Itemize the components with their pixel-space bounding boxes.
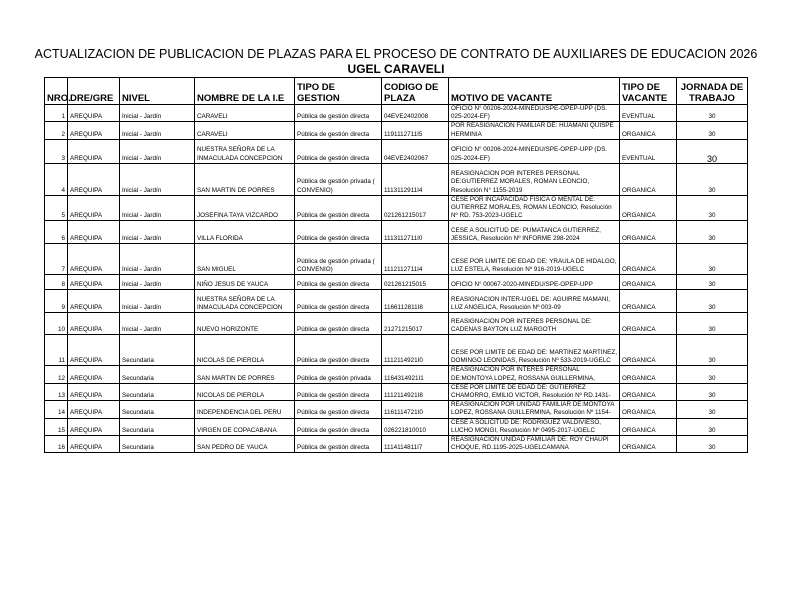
- cell-codigo: 1164314921I1: [382, 366, 449, 383]
- table-row: [45, 122, 748, 139]
- cell-nombre: NICOLAS DE PIEROLA: [195, 335, 295, 366]
- cell-codigo: 1112114921I0: [382, 335, 449, 366]
- table-row: [45, 275, 748, 290]
- cell-nro: 2: [45, 122, 68, 139]
- cell-jornada: 30: [677, 139, 748, 163]
- cell-dre: AREQUIPA: [68, 105, 120, 122]
- cell-motivo: REASIGNACION POR INTERES PERSONAL DE:MONTOYA LOPEZ, ROSSANA GUILLERMINA,: [449, 366, 620, 383]
- cell-nro: 14: [45, 401, 68, 418]
- cell-nro: 16: [45, 436, 68, 453]
- cell-nombre: SAN MARTIN DE PORRES: [195, 163, 295, 195]
- cell-motivo: CESE POR LIMITE DE EDAD DE: MARTINEZ MARTINEZ, DOMINGO LEONIDAS, Resolución Nº 533-2019-UGELC: [449, 335, 620, 366]
- cell-motivo: POR REASIGNACION FAMILIAR DE: HUAMANI QUISPE HERMINIA: [449, 122, 620, 139]
- cell-gestion: Pública de gestión privada ( CONVENIO): [295, 163, 382, 195]
- table-row: [45, 139, 748, 163]
- cell-tipo: ORGANICA: [620, 195, 677, 221]
- cell-codigo: 026221810010: [382, 418, 449, 435]
- cell-dre: AREQUIPA: [68, 163, 120, 195]
- table-header-row: [45, 78, 748, 105]
- cell-gestion: Pública de gestión directa: [295, 401, 382, 418]
- cell-jornada: 30: [677, 436, 748, 453]
- cell-jornada: 30: [677, 313, 748, 335]
- cell-gestion: Pública de gestión directa: [295, 139, 382, 163]
- cell-gestion: Pública de gestión directa: [295, 105, 382, 122]
- cell-dre: AREQUIPA: [68, 401, 120, 418]
- cell-dre: AREQUIPA: [68, 418, 120, 435]
- cell-motivo: CESE A SOLICITUD DE: PUMATANCA GUTIERREZ, JESSICA, Resolución Nº INFORME 298-2024: [449, 221, 620, 244]
- cell-nombre: NICOLAS DE PIEROLA: [195, 383, 295, 400]
- header-codigo-line2: PLAZA: [384, 93, 416, 104]
- cell-nombre: NUEVO HORIZONTE: [195, 313, 295, 335]
- cell-codigo: 1191112711I5: [382, 122, 449, 139]
- table-row: [45, 221, 748, 244]
- cell-nombre: VIRGEN DE COPACABANA: [195, 418, 295, 435]
- table-row: [45, 195, 748, 221]
- cell-nro: 15: [45, 418, 68, 435]
- cell-nombre: INDEPENDENCIA DEL PERU: [195, 401, 295, 418]
- header-motivo: MOTIVO DE VACANTE: [449, 78, 620, 105]
- cell-gestion: Pública de gestión directa: [295, 383, 382, 400]
- cell-nivel: Inicial - Jardín: [120, 275, 195, 290]
- cell-gestion: Pública de gestión directa: [295, 290, 382, 313]
- header-jornada-line1: JORNADA DE: [680, 82, 744, 93]
- cell-dre: AREQUIPA: [68, 383, 120, 400]
- cell-gestion: Pública de gestión directa: [295, 436, 382, 453]
- cell-jornada: 30: [677, 105, 748, 122]
- cell-nro: 11: [45, 335, 68, 366]
- cell-gestion: Pública de gestión directa: [295, 275, 382, 290]
- table-row: [45, 418, 748, 435]
- cell-jornada: 30: [677, 335, 748, 366]
- cell-motivo: REASIGNACION UNIDAD FAMILIAR DE: ROY CHAUPI CHOQUE, RD.1195-2025-UGELCAMANA: [449, 436, 620, 453]
- table-row: [45, 436, 748, 453]
- header-jornada: [677, 78, 748, 105]
- cell-dre: AREQUIPA: [68, 313, 120, 335]
- vacancies-table: [44, 77, 748, 453]
- table-row: [45, 335, 748, 366]
- cell-dre: AREQUIPA: [68, 244, 120, 275]
- document-title: ACTUALIZACION DE PUBLICACION DE PLAZAS PARA EL PROCESO DE CONTRATO DE AUXILIARES DE EDUCACION 2026: [34, 47, 758, 61]
- table-row: [45, 313, 748, 335]
- cell-tipo: ORGANICA: [620, 436, 677, 453]
- cell-nivel: Secundaria: [120, 383, 195, 400]
- header-codigo: [382, 78, 449, 105]
- cell-nivel: Secundaria: [120, 436, 195, 453]
- cell-nombre: SAN PEDRO DE YAUCA: [195, 436, 295, 453]
- cell-gestion: Pública de gestión directa: [295, 335, 382, 366]
- table-row: [45, 105, 748, 122]
- cell-codigo: 1114114811I7: [382, 436, 449, 453]
- cell-motivo: REASIGNACION POR INTERES PERSONAL DE:GUTIERREZ MORALES, ROMAN LEONCIO, Resolución N° 1155-2019: [449, 163, 620, 195]
- cell-nombre: JOSEFINA TAYA VIZCARDO: [195, 195, 295, 221]
- cell-dre: AREQUIPA: [68, 335, 120, 366]
- cell-gestion: Pública de gestión directa: [295, 195, 382, 221]
- cell-dre: AREQUIPA: [68, 122, 120, 139]
- cell-codigo: 1161114721I0: [382, 401, 449, 418]
- cell-nivel: Inicial - Jardín: [120, 244, 195, 275]
- cell-motivo: CESE POR LIMITE DE EDAD DE: GUTIERREZ CHAMORRO, EMILIO VICTOR, Resolución Nº RD.1431-: [449, 383, 620, 400]
- cell-dre: AREQUIPA: [68, 139, 120, 163]
- cell-codigo: 1166112811I8: [382, 290, 449, 313]
- cell-motivo: OFICIO N° 00067-2020-MINEDU/SPE-OPEP-UPP: [449, 275, 620, 290]
- cell-nivel: Secundaria: [120, 335, 195, 366]
- cell-codigo: 21271215017: [382, 313, 449, 335]
- cell-codigo: 1112112711I4: [382, 244, 449, 275]
- cell-nivel: Inicial - Jardín: [120, 195, 195, 221]
- cell-nombre: SAN MIGUEL: [195, 244, 295, 275]
- cell-tipo: EVENTUAL: [620, 105, 677, 122]
- cell-motivo: CESE A SOLICITUD DE: RODRIGUEZ VALDIVIESO, LUCHO MONGI, Resolución Nº 0495-2017-UGELC: [449, 418, 620, 435]
- cell-tipo: ORGANICA: [620, 221, 677, 244]
- header-tipo: [620, 78, 677, 105]
- header-nro: NRO.: [45, 78, 68, 105]
- cell-nro: 1: [45, 105, 68, 122]
- cell-tipo: ORGANICA: [620, 313, 677, 335]
- cell-nombre: VILLA FLORIDA: [195, 221, 295, 244]
- cell-gestion: Pública de gestión privada: [295, 366, 382, 383]
- cell-dre: AREQUIPA: [68, 221, 120, 244]
- cell-dre: AREQUIPA: [68, 436, 120, 453]
- header-codigo-line1: CODIGO DE: [384, 82, 439, 93]
- cell-nro: 3: [45, 139, 68, 163]
- cell-nro: 6: [45, 221, 68, 244]
- cell-dre: AREQUIPA: [68, 290, 120, 313]
- table-row: [45, 290, 748, 313]
- cell-nivel: Inicial - Jardín: [120, 139, 195, 163]
- cell-nombre: CARAVELI: [195, 122, 295, 139]
- cell-jornada: 30: [677, 366, 748, 383]
- cell-tipo: ORGANICA: [620, 163, 677, 195]
- cell-codigo: 04EVE2402067: [382, 139, 449, 163]
- cell-nro: 5: [45, 195, 68, 221]
- header-nivel: NIVEL: [120, 78, 195, 105]
- cell-nombre: NUESTRA SEÑORA DE LA INMACULADA CONCEPCION: [195, 290, 295, 313]
- table-row: [45, 163, 748, 195]
- cell-jornada: 30: [677, 244, 748, 275]
- cell-motivo: REASIGNACION POR UNIDAD FAMILIAR DE:MONTOYA LOPEZ, ROSSANA GUILLERMINA, Resolución Nº 1154-: [449, 401, 620, 418]
- cell-gestion: Pública de gestión directa: [295, 221, 382, 244]
- cell-nivel: Inicial - Jardín: [120, 105, 195, 122]
- cell-gestion: Pública de gestión directa: [295, 313, 382, 335]
- table-row: [45, 401, 748, 418]
- cell-nro: 12: [45, 366, 68, 383]
- cell-codigo: 021261215015: [382, 275, 449, 290]
- cell-codigo: 1113112711I0: [382, 221, 449, 244]
- cell-jornada: 30: [677, 275, 748, 290]
- cell-dre: AREQUIPA: [68, 366, 120, 383]
- cell-jornada: 30: [677, 383, 748, 400]
- cell-tipo: ORGANICA: [620, 122, 677, 139]
- cell-dre: AREQUIPA: [68, 275, 120, 290]
- cell-nivel: Inicial - Jardín: [120, 122, 195, 139]
- header-gestion: TIPO DE GESTION: [295, 78, 382, 105]
- cell-dre: AREQUIPA: [68, 195, 120, 221]
- cell-motivo: OFICIO N° 00206-2024-MINEDU/SPE-OPEP-UPP (DS. 025-2024-EF): [449, 105, 620, 122]
- cell-motivo: CESE POR LIMITE DE EDAD DE: YRAULA DE HIDALGO, LUZ ESTELA, Resolución Nº 916-2019-UGELC: [449, 244, 620, 275]
- cell-jornada: 30: [677, 221, 748, 244]
- cell-tipo: ORGANICA: [620, 290, 677, 313]
- cell-motivo: REASIGNACION POR INTERES PERSONAL DE: CADENAS BAYTON LUZ MARGOTH: [449, 313, 620, 335]
- cell-nivel: Inicial - Jardín: [120, 313, 195, 335]
- cell-nro: 4: [45, 163, 68, 195]
- cell-nombre: CARAVELI: [195, 105, 295, 122]
- cell-nombre: NIÑO JESUS DE YAUCA: [195, 275, 295, 290]
- cell-nro: 10: [45, 313, 68, 335]
- cell-nivel: Secundaria: [120, 401, 195, 418]
- cell-tipo: ORGANICA: [620, 335, 677, 366]
- cell-jornada: 30: [677, 195, 748, 221]
- cell-tipo: ORGANICA: [620, 275, 677, 290]
- cell-nivel: Inicial - Jardín: [120, 163, 195, 195]
- cell-motivo: OFICIO N° 00206-2024-MINEDU/SPE-OPEP-UPP (DS. 025-2024-EF): [449, 139, 620, 163]
- cell-nro: 9: [45, 290, 68, 313]
- cell-nivel: Inicial - Jardín: [120, 290, 195, 313]
- cell-jornada: 30: [677, 418, 748, 435]
- cell-codigo: 1112114921I8: [382, 383, 449, 400]
- cell-tipo: ORGANICA: [620, 418, 677, 435]
- header-jornada-line2: TRABAJO: [689, 93, 735, 104]
- cell-nivel: Inicial - Jardín: [120, 221, 195, 244]
- cell-codigo: 1113112911I4: [382, 163, 449, 195]
- cell-tipo: ORGANICA: [620, 383, 677, 400]
- table-row: [45, 366, 748, 383]
- cell-nro: 8: [45, 275, 68, 290]
- table-row: [45, 383, 748, 400]
- cell-nro: 7: [45, 244, 68, 275]
- cell-tipo: ORGANICA: [620, 366, 677, 383]
- cell-gestion: Pública de gestión directa: [295, 122, 382, 139]
- cell-motivo: REASIGNACION INTER-UGEL DE: AGUIRRE MAMANI, LUZ ANGELICA, Resolución Nº 003-09: [449, 290, 620, 313]
- cell-nombre: SAN MARTIN DE PORRES: [195, 366, 295, 383]
- cell-nivel: Secundaria: [120, 418, 195, 435]
- header-dre: DRE/GRE: [68, 78, 120, 105]
- cell-codigo: 04EVE2402008: [382, 105, 449, 122]
- cell-jornada: 30: [677, 290, 748, 313]
- table-row: [45, 244, 748, 275]
- header-nombre: NOMBRE DE LA I.E: [195, 78, 295, 105]
- header-tipo-line2: VACANTE: [622, 93, 668, 104]
- cell-jornada: 30: [677, 122, 748, 139]
- cell-nombre: NUESTRA SEÑORA DE LA INMACULADA CONCEPCION: [195, 139, 295, 163]
- cell-motivo: CESE POR INCAPACIDAD FISICA O MENTAL DE: GUTIERREZ MORALES, ROMAN LEONCIO, Resolución Nº RD. 753-2023-UGELC: [449, 195, 620, 221]
- header-tipo-line1: TIPO DE: [622, 82, 661, 93]
- cell-nro: 13: [45, 383, 68, 400]
- document-subtitle: UGEL CARAVELI: [347, 62, 445, 76]
- cell-codigo: 021261215017: [382, 195, 449, 221]
- cell-tipo: ORGANICA: [620, 401, 677, 418]
- cell-gestion: Pública de gestión privada ( CONVENIO): [295, 244, 382, 275]
- cell-jornada: 30: [677, 401, 748, 418]
- cell-tipo: ORGANICA: [620, 244, 677, 275]
- cell-tipo: EVENTUAL: [620, 139, 677, 163]
- cell-gestion: Pública de gestión directa: [295, 418, 382, 435]
- table-body: [45, 105, 748, 453]
- cell-jornada: 30: [677, 163, 748, 195]
- cell-nivel: Secundaria: [120, 366, 195, 383]
